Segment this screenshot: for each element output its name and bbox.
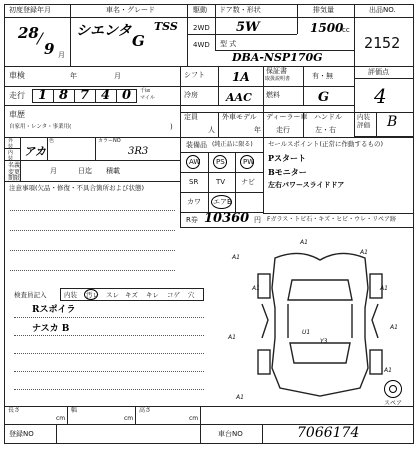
displacement-value: 1500 (310, 21, 344, 35)
exhibit-no: 2152 (364, 34, 401, 52)
equip-airbag-circle (211, 195, 232, 209)
damage-mark: U1 (302, 329, 311, 336)
mileage-digit: 0 (122, 88, 132, 103)
grade: G (132, 32, 145, 50)
handle-label: ハンドル (314, 113, 342, 121)
damage-mark: A1 (236, 394, 244, 401)
equip-ps: PS (216, 158, 225, 166)
mileage-digit: 1 (38, 88, 48, 103)
equip-aw: AW (189, 158, 201, 166)
exhibit-no-label: 出品NO. (369, 6, 396, 14)
color-value: アカ (24, 145, 46, 158)
shift-label: シフト (184, 71, 205, 79)
inspector-label: 検査員記入 (14, 291, 47, 299)
ac-label: 冷房 (184, 91, 198, 99)
damage-mark: Y3 (320, 338, 328, 345)
first-reg-year: 28 (18, 24, 39, 42)
mileage-digit: 8 (59, 88, 69, 103)
dirty-option-circle (84, 289, 98, 300)
glass-row: Fガラス・トビ石・キズ・ヒビ・ウレ・リペア跡 (267, 216, 397, 223)
width-label: 幅 (71, 407, 78, 414)
sales-point-label: セールスポイント(正常に作動するもの) (268, 140, 383, 148)
inspector-remark: Rスポイラ (32, 305, 76, 315)
equip-pw-circle (240, 155, 254, 169)
equip-ps-circle (213, 155, 227, 169)
length-label: 長さ (8, 407, 21, 414)
handle-value: 左・右 (315, 126, 336, 134)
sales-point-line: Bモニター (268, 167, 307, 177)
damage-mark: A1 (232, 254, 240, 261)
color-no-label: カラーNO (98, 138, 121, 144)
warranty-label: 保証書 (266, 67, 287, 75)
damage-mark: A1 (360, 249, 368, 256)
interior-label: 内装評価 (357, 113, 370, 129)
door-label: ドア数・形状 (219, 6, 261, 14)
mileage-digit: 4 (101, 88, 111, 103)
type-label: 型 式 (220, 40, 237, 48)
warranty-options: 有・無 (312, 72, 333, 80)
ac-value: AAC (226, 91, 252, 104)
color-label: 色 (49, 138, 55, 144)
car-damage-diagram (240, 238, 403, 408)
chassis-no-label: 車台NO (218, 430, 243, 438)
chassis-no: 7066174 (297, 425, 360, 441)
drive-2wd: 2WD (193, 24, 210, 32)
inspection-label: 車検 (9, 71, 25, 80)
equipment-label: 装備品 (186, 141, 207, 149)
drive-label: 駆動 (193, 6, 207, 14)
r-ticket-value: 10360 (204, 211, 250, 226)
capacity-label: 定員 (184, 113, 198, 121)
spare-label: スペア (384, 400, 403, 407)
height-label: 高さ (139, 407, 152, 414)
mileage-digit: 7 (80, 88, 90, 103)
equip-tv: TV (216, 178, 226, 186)
damage-mark: A1 (300, 239, 308, 246)
history-options: 自家用・レンタ・事業用( (9, 124, 72, 130)
auction-inspection-sheet: 初度登録年月 28 9 月 車名・グレード シエンタ G TSS 駆動 2WD 4WD ドア数・形状 5W 型 式 DBA-NSP170G 排気量 1500 cc 出品NO. 2152 車検 年 月 シフト 1A 保証書 取扱説明書 有・無 評価点 4 走行 1 8 7 4 0 千㎞ マイル 冷房 AAC 燃料 G 内装評価 B 車歴 自家用・レンタ・事業用( ) 定員 人 外車モデル 年 ディーラー車 走行 ハンドル 左・右 外 装 内 装 色 アカ カラーNO 3R3 名義変更期限 月 日迄 積載 注意事項(欠品・修復・不具合箇所および状態) 装備品 (純正品に限る) AW PS PW SR TV ナビ カワ エアB R券 10360 円 セールスポイント(正常に作動するもの) Pスタート Bモニター 左右パワースライドドア Fガラス・トビ石・キズ・ヒビ・ウレ・リペア跡 検査員記入 内装 汚レ スレ キズ キレ コゲ 穴 Rスポイラ ナスカ B A1 A1 A1 A1 A1 A1 A1 A1 U1 Y3 A1 スペア 長さ cm 幅 cm 高さ cm 登録NO 車台NO 7066174 (0, 0, 420, 450)
interior-value: B (387, 114, 398, 130)
equip-navi: ナビ (241, 178, 255, 186)
model-name: シエンタ (76, 23, 132, 39)
equip-sr: SR (189, 178, 199, 186)
fuel-value: G (318, 90, 330, 105)
grade-tss: TSS (154, 20, 178, 33)
model-grade-label: 車名・グレード (106, 6, 155, 14)
color-no: 3R3 (128, 146, 149, 157)
dealer-label: ディーラー車 (266, 113, 308, 121)
name-change-label: 名義変更期限 (8, 162, 21, 183)
drive-4wd: 4WD (193, 41, 210, 49)
inspector-remark: ナスカ B (32, 324, 70, 334)
exterior-model-label: 外車モデル (222, 113, 257, 121)
mileage-label: 走行 (9, 91, 25, 100)
equip-pw: PW (243, 158, 255, 166)
first-reg-month: 9 (44, 40, 55, 58)
sales-point-line: Pスタート (268, 153, 307, 163)
score-label: 評価点 (368, 68, 389, 76)
sales-point-line: 左右パワースライドドア (268, 180, 345, 189)
damage-mark: A1 (252, 285, 260, 292)
first-reg-label: 初度登録年月 (9, 6, 51, 14)
type-value: DBA-NSP170G (232, 51, 323, 64)
stock-label: 積載 (106, 167, 120, 175)
door-value: 5W (236, 20, 260, 35)
equip-leather: カワ (187, 198, 201, 206)
fuel-label: 燃料 (266, 91, 280, 99)
damage-mark: A1 (380, 285, 388, 292)
notes-label: 注意事項(欠品・修復・不具合箇所および状態) (9, 184, 145, 192)
damage-mark: A1 (390, 324, 398, 331)
r-ticket-label: R券 (186, 216, 198, 224)
displacement-label: 排気量 (313, 6, 334, 14)
equip-aw-circle (186, 155, 200, 169)
reg-no-label: 登録NO (9, 430, 34, 438)
score-value: 4 (374, 84, 387, 108)
shift-value: 1A (232, 70, 250, 84)
damage-mark: A1 (228, 334, 236, 341)
equip-airbag: エアB (213, 198, 232, 206)
damage-mark: A1 (384, 367, 392, 374)
history-label: 車歴 (9, 110, 25, 119)
